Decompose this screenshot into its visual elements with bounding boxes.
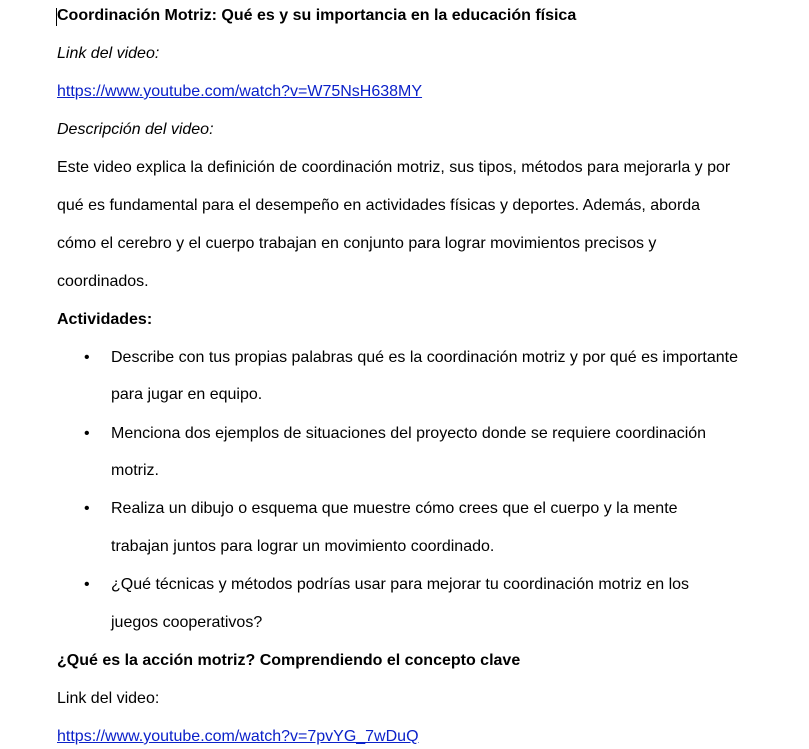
bullet-icon: • xyxy=(84,576,90,593)
section2-title: ¿Qué es la acción motriz? Comprendiendo el concepto clave xyxy=(57,652,521,669)
description-line-3: cómo el cerebro y el cuerpo trabajan en conjunto para lograr movimientos precisos y xyxy=(57,235,657,252)
activity-1-line-2: para jugar en equipo. xyxy=(111,386,263,403)
activity-4-line-1: ¿Qué técnicas y métodos podrías usar para mejorar tu coordinación motriz en los xyxy=(111,576,690,593)
bullet-icon: • xyxy=(84,349,90,366)
activity-2-line-1: Menciona dos ejemplos de situaciones del proyecto donde se requiere coordinación xyxy=(111,425,707,442)
section1-video-link[interactable]: https://www.youtube.com/watch?v=W75NsH638MY xyxy=(57,83,423,100)
activity-3-line-2: trabajan juntos para lograr un movimiento coordinado. xyxy=(111,538,495,555)
activities-heading: Actividades: xyxy=(57,311,153,328)
description-line-2: qué es fundamental para el desempeño en actividades físicas y deportes. Además, aborda xyxy=(57,197,701,214)
activity-3-line-1: Realiza un dibujo o esquema que muestre cómo crees que el cuerpo y la mente xyxy=(111,500,678,517)
section1-link-label: Link del video: xyxy=(57,45,160,62)
activity-1-line-1: Describe con tus propias palabras qué es la coordinación motriz y por qué es importante xyxy=(111,349,738,366)
bullet-icon: • xyxy=(84,425,90,442)
activity-4-line-2: juegos cooperativos? xyxy=(111,614,263,631)
description-line-4: coordinados. xyxy=(57,273,149,290)
bullet-icon: • xyxy=(84,500,90,517)
section1-description-label: Descripción del video: xyxy=(57,121,214,138)
section2-video-link[interactable]: https://www.youtube.com/watch?v=7pvYG_7wDuQ xyxy=(57,728,419,745)
section2-link-label: Link del video: xyxy=(57,690,160,707)
section1-title: Coordinación Motriz: Qué es y su importancia en la educación física xyxy=(57,7,577,24)
activity-2-line-2: motriz. xyxy=(111,462,159,479)
description-line-1: Este video explica la definición de coordinación motriz, sus tipos, métodos para mejorarla y por xyxy=(57,159,731,176)
